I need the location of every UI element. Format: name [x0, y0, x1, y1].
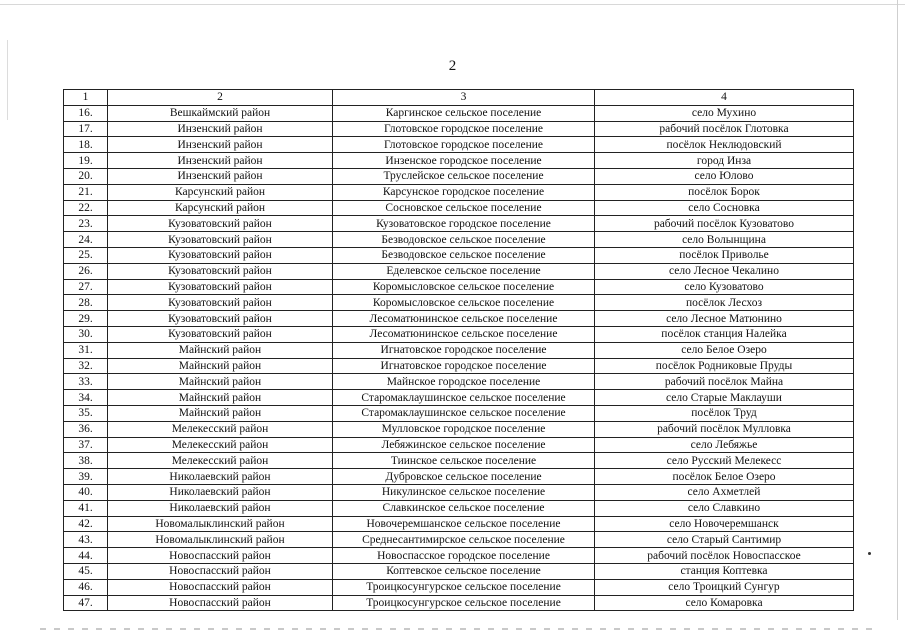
table-row [64, 453, 854, 469]
row-number: 29. [64, 311, 108, 327]
row-number: 21. [64, 184, 108, 200]
row-number: 43. [64, 532, 108, 548]
settlement-cell: Среднесантимирское сельское поселение [333, 532, 595, 548]
locality-cell: рабочий посёлок Глотовка [595, 121, 854, 137]
settlement-cell: Кузоватовское городское поселение [333, 216, 595, 232]
settlement-cell: Карсунское городское поселение [333, 184, 595, 200]
district-cell: Майнский район [108, 390, 333, 406]
table-body [64, 105, 854, 611]
locality-cell: село Лесное Чекалино [595, 263, 854, 279]
settlement-cell: Игнатовское городское поселение [333, 342, 595, 358]
locality-cell: село Юлово [595, 168, 854, 184]
settlement-cell: Лесоматюнинское сельское поселение [333, 326, 595, 342]
row-number: 24. [64, 232, 108, 248]
district-cell: Инзенский район [108, 153, 333, 169]
scan-edge-left [7, 40, 8, 120]
locality-cell: посёлок станция Налейка [595, 326, 854, 342]
district-cell: Николаевский район [108, 500, 333, 516]
district-cell: Майнский район [108, 405, 333, 421]
locality-cell: село Старый Сантимир [595, 532, 854, 548]
settlement-cell: Коромысловское сельское поселение [333, 279, 595, 295]
locality-cell: рабочий посёлок Майна [595, 374, 854, 390]
district-cell: Новоспасский район [108, 579, 333, 595]
district-cell: Мелекесский район [108, 421, 333, 437]
row-number: 17. [64, 121, 108, 137]
locality-cell: село Старые Маклауши [595, 390, 854, 406]
header-cell-4: 4 [595, 90, 854, 106]
row-number: 26. [64, 263, 108, 279]
row-number: 34. [64, 390, 108, 406]
district-cell: Кузоватовский район [108, 295, 333, 311]
table-row [64, 342, 854, 358]
locality-cell: станция Коптевка [595, 563, 854, 579]
locality-cell: село Русский Мелекесс [595, 453, 854, 469]
table-row [64, 374, 854, 390]
locality-cell: село Сосновка [595, 200, 854, 216]
district-cell: Инзенский район [108, 137, 333, 153]
locality-cell: рабочий посёлок Новоспасское [595, 548, 854, 564]
district-cell: Новомалыклинский район [108, 516, 333, 532]
table-row [64, 184, 854, 200]
row-number: 33. [64, 374, 108, 390]
district-cell: Кузоватовский район [108, 326, 333, 342]
district-cell: Николаевский район [108, 469, 333, 485]
table-row [64, 168, 854, 184]
settlement-cell: Тиинское сельское поселение [333, 453, 595, 469]
settlement-cell: Лебяжинское сельское поселение [333, 437, 595, 453]
district-cell: Новоспасский район [108, 595, 333, 611]
district-cell: Новоспасский район [108, 548, 333, 564]
settlement-cell: Глотовское городское поселение [333, 121, 595, 137]
row-number: 36. [64, 421, 108, 437]
district-cell: Мелекесский район [108, 437, 333, 453]
locality-cell: село Лесное Матюнино [595, 311, 854, 327]
table-row [64, 153, 854, 169]
district-cell: Мелекесский район [108, 453, 333, 469]
table-row [64, 137, 854, 153]
row-number: 22. [64, 200, 108, 216]
row-number: 19. [64, 153, 108, 169]
row-number: 31. [64, 342, 108, 358]
district-cell: Новомалыклинский район [108, 532, 333, 548]
table-row [64, 358, 854, 374]
row-number: 23. [64, 216, 108, 232]
row-number: 27. [64, 279, 108, 295]
row-number: 41. [64, 500, 108, 516]
table-row [64, 326, 854, 342]
settlement-cell: Труслейское сельское поселение [333, 168, 595, 184]
locality-cell: село Волынщина [595, 232, 854, 248]
locality-cell: село Мухино [595, 105, 854, 121]
row-number: 35. [64, 405, 108, 421]
locality-cell: село Лебяжье [595, 437, 854, 453]
district-cell: Майнский район [108, 374, 333, 390]
scan-noise-bottom [40, 628, 880, 630]
table-row [64, 216, 854, 232]
locality-cell: село Комаровка [595, 595, 854, 611]
settlements-table [63, 89, 854, 611]
scan-speck [868, 552, 871, 555]
row-number: 45. [64, 563, 108, 579]
district-cell: Карсунский район [108, 184, 333, 200]
locality-cell: село Кузоватово [595, 279, 854, 295]
row-number: 28. [64, 295, 108, 311]
settlement-cell: Коромысловское сельское поселение [333, 295, 595, 311]
table-row [64, 469, 854, 485]
table-row [64, 579, 854, 595]
settlement-cell: Троицкосунгурское сельское поселение [333, 595, 595, 611]
locality-cell: город Инза [595, 153, 854, 169]
settlement-cell: Старомаклаушинское сельское поселение [333, 390, 595, 406]
table-row [64, 279, 854, 295]
settlement-cell: Безводовское сельское поселение [333, 232, 595, 248]
settlement-cell: Мулловское городское поселение [333, 421, 595, 437]
row-number: 18. [64, 137, 108, 153]
row-number: 44. [64, 548, 108, 564]
district-cell: Новоспасский район [108, 563, 333, 579]
locality-cell: рабочий посёлок Мулловка [595, 421, 854, 437]
settlement-cell: Троицкосунгурское сельское поселение [333, 579, 595, 595]
district-cell: Карсунский район [108, 200, 333, 216]
table-row [64, 437, 854, 453]
district-cell: Кузоватовский район [108, 216, 333, 232]
table-row [64, 421, 854, 437]
district-cell: Кузоватовский район [108, 279, 333, 295]
locality-cell: посёлок Приволье [595, 247, 854, 263]
settlement-cell: Еделевское сельское поселение [333, 263, 595, 279]
settlement-cell: Дубровское сельское поселение [333, 469, 595, 485]
table-row [64, 295, 854, 311]
row-number: 39. [64, 469, 108, 485]
locality-cell: посёлок Белое Озеро [595, 469, 854, 485]
row-number: 38. [64, 453, 108, 469]
settlement-cell: Безводовское сельское поселение [333, 247, 595, 263]
locality-cell: посёлок Борок [595, 184, 854, 200]
district-cell: Майнский район [108, 358, 333, 374]
scan-edge-top [0, 4, 905, 5]
table-row [64, 232, 854, 248]
settlement-cell: Никулинское сельское поселение [333, 484, 595, 500]
district-cell: Инзенский район [108, 168, 333, 184]
table-row [64, 105, 854, 121]
settlement-cell: Лесоматюнинское сельское поселение [333, 311, 595, 327]
row-number: 32. [64, 358, 108, 374]
table-row [64, 390, 854, 406]
locality-cell: рабочий посёлок Кузоватово [595, 216, 854, 232]
locality-cell: посёлок Неклюдовский [595, 137, 854, 153]
scan-edge-right [897, 0, 898, 620]
table-row [64, 563, 854, 579]
row-number: 25. [64, 247, 108, 263]
table-row [64, 311, 854, 327]
table-row [64, 200, 854, 216]
row-number: 16. [64, 105, 108, 121]
table-row [64, 516, 854, 532]
settlement-cell: Глотовское городское поселение [333, 137, 595, 153]
table-row [64, 263, 854, 279]
district-cell: Майнский район [108, 342, 333, 358]
district-cell: Кузоватовский район [108, 311, 333, 327]
header-cell-1: 1 [64, 90, 108, 106]
row-number: 40. [64, 484, 108, 500]
locality-cell: село Троицкий Сунгур [595, 579, 854, 595]
settlement-cell: Инзенское городское поселение [333, 153, 595, 169]
locality-cell: посёлок Труд [595, 405, 854, 421]
header-cell-2: 2 [108, 90, 333, 106]
table-header-row [64, 90, 854, 106]
settlement-cell: Старомаклаушинское сельское поселение [333, 405, 595, 421]
settlement-cell: Игнатовское городское поселение [333, 358, 595, 374]
locality-cell: село Белое Озеро [595, 342, 854, 358]
row-number: 30. [64, 326, 108, 342]
settlement-cell: Майнское городское поселение [333, 374, 595, 390]
table-row [64, 532, 854, 548]
table-row [64, 247, 854, 263]
table-row [64, 121, 854, 137]
settlement-cell: Каргинское сельское поселение [333, 105, 595, 121]
settlement-cell: Новочеремшанское сельское поселение [333, 516, 595, 532]
row-number: 47. [64, 595, 108, 611]
locality-cell: село Ахметлей [595, 484, 854, 500]
row-number: 42. [64, 516, 108, 532]
row-number: 37. [64, 437, 108, 453]
row-number: 46. [64, 579, 108, 595]
settlement-cell: Новоспасское городское поселение [333, 548, 595, 564]
locality-cell: посёлок Родниковые Пруды [595, 358, 854, 374]
district-cell: Николаевский район [108, 484, 333, 500]
locality-cell: посёлок Лесхоз [595, 295, 854, 311]
header-cell-3: 3 [333, 90, 595, 106]
district-cell: Инзенский район [108, 121, 333, 137]
table-row [64, 500, 854, 516]
page-number: 2 [448, 58, 457, 74]
settlement-cell: Коптевское сельское поселение [333, 563, 595, 579]
row-number: 20. [64, 168, 108, 184]
settlement-cell: Славкинское сельское поселение [333, 500, 595, 516]
table-row [64, 484, 854, 500]
locality-cell: село Новочеремшанск [595, 516, 854, 532]
table-row [64, 405, 854, 421]
locality-cell: село Славкино [595, 500, 854, 516]
district-cell: Кузоватовский район [108, 232, 333, 248]
district-cell: Кузоватовский район [108, 263, 333, 279]
district-cell: Кузоватовский район [108, 247, 333, 263]
table-row [64, 595, 854, 611]
settlement-cell: Сосновское сельское поселение [333, 200, 595, 216]
table-row [64, 548, 854, 564]
district-cell: Вешкаймский район [108, 105, 333, 121]
